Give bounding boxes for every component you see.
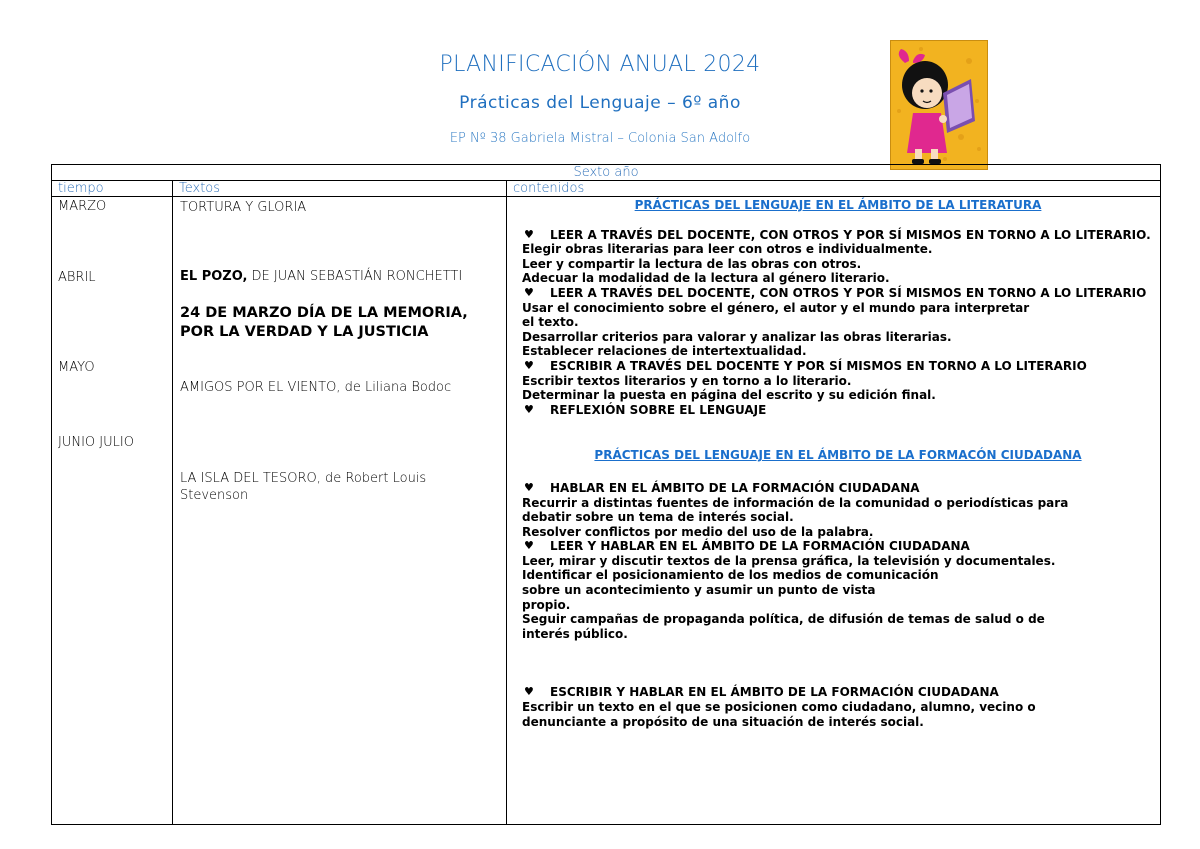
text-la-isla-del-tesoro: LA ISLA DEL TESORO, de Robert Louis Stevenson [180, 471, 427, 503]
page-subtitle: Prácticas del Lenguaje – 6º año [459, 93, 741, 113]
text-24-de-marzo: 24 DE MARZO DÍA DE LA MEMORIA, POR LA VERDAD Y LA JUSTICIA [180, 305, 468, 340]
content-line: Establecer relaciones de intertextualidad. [522, 344, 807, 359]
bullet-item: ♥ LEER A TRAVÉS DEL DOCENTE, CON OTROS Y POR SÍ MISMOS EN TORNO A LO LITERARIO [524, 285, 1147, 300]
tiempo-cell [52, 197, 173, 825]
page-title: PLANIFICACIÓN ANUAL 2024 [439, 52, 761, 77]
content-line: Elegir obras literarias para leer con otros e individualmente. [522, 242, 933, 257]
content-line: Escribir textos literarios y en torno a lo literario. [522, 373, 852, 388]
column-header-contenidos: contenidos [507, 181, 1161, 197]
bullet-item: ♥ REFLEXIÓN SOBRE EL LENGUAJE [524, 402, 767, 417]
mafalda-reading-illustration [890, 40, 988, 170]
content-line: Seguir campañas de propaganda política, de difusión de temas de salud o de [522, 612, 1045, 627]
content-line: Escribir un texto en el que se posicionen como ciudadano, alumno, vecino o [522, 700, 1036, 715]
column-header-tiempo: tiempo [52, 181, 173, 197]
month-junio-julio: JUNIO JULIO [58, 435, 134, 450]
month-mayo: MAYO [58, 360, 95, 375]
heart-bullet-icon: ♥ [524, 480, 534, 494]
month-abril: ABRIL [58, 270, 96, 285]
content-line: Usar el conocimiento sobre el género, el autor y el mundo para interpretar [522, 300, 1030, 315]
bullet-item: ♥ LEER Y HABLAR EN EL ÁMBITO DE LA FORMACIÓN CIUDADANA [524, 539, 970, 554]
bullet-item: ♥ HABLAR EN EL ÁMBITO DE LA FORMACIÓN CIUDADANA [524, 480, 920, 495]
content-line: propio. [522, 597, 571, 612]
content-line: Leer y compartir la lectura de las obras con otros. [522, 256, 862, 271]
content-line: Adecuar la modalidad de la lectura al género literario. [522, 271, 890, 286]
content-line: interés público. [522, 626, 628, 641]
bullet-item: ♥ ESCRIBIR Y HABLAR EN EL ÁMBITO DE LA FORMACIÓN CIUDADANA [524, 685, 999, 700]
section-heading-formacion-ciudadana: PRÁCTICAS DEL LENGUAJE EN EL ÁMBITO DE LA FORMACÓN CIUDADANA [594, 448, 1082, 463]
table-caption: Sexto año [52, 165, 1161, 181]
section-heading-literatura: PRÁCTICAS DEL LENGUAJE EN EL ÁMBITO DE LA LITERATURA [634, 198, 1042, 212]
heart-bullet-icon: ♥ [524, 227, 534, 241]
heart-bullet-icon: ♥ [524, 402, 534, 416]
heart-bullet-icon: ♥ [524, 539, 534, 553]
content-line: Resolver conflictos por medio del uso de la palabra. [522, 524, 874, 539]
content-line: Desarrollar criterios para valorar y analizar las obras literarias. [522, 329, 952, 344]
text-el-pozo-title: EL POZO, [180, 269, 248, 284]
text-amigos-por-el-viento: AMIGOS POR EL VIENTO, de Liliana Bodoc [180, 380, 452, 395]
content-line: Leer, mirar y discutir textos de la prensa gráfica, la televisión y documentales. [522, 553, 1056, 568]
bullet-item: ♥ LEER A TRAVÉS DEL DOCENTE, CON OTROS Y POR SÍ MISMOS EN TORNO A LO LITERARIO. [524, 227, 1151, 242]
text-el-pozo-author: DE JUAN SEBASTIÁN RONCHETTI [247, 269, 463, 284]
content-line: Identificar el posicionamiento de los medios de comunicación [522, 568, 939, 583]
content-line: denunciante a propósito de una situación de interés social. [522, 714, 924, 729]
text-el-pozo [180, 268, 490, 285]
school-name: EP Nº 38 Gabriela Mistral – Colonia San Adolfo [449, 131, 751, 146]
column-header-textos: Textos [173, 181, 507, 197]
content-line: el texto. [522, 315, 579, 330]
content-line: Determinar la puesta en página del escrito y su edición final. [522, 388, 936, 403]
textos-cell [173, 197, 507, 825]
month-marzo: MARZO [58, 199, 107, 214]
bullet-item: ♥ ESCRIBIR A TRAVÉS DEL DOCENTE Y POR SÍ MISMOS EN TORNO A LO LITERARIO [524, 358, 1087, 373]
planning-table [51, 164, 1161, 825]
content-line: Recurrir a distintas fuentes de información de la comunidad o periodísticas para [522, 495, 1069, 510]
heart-bullet-icon: ♥ [524, 685, 534, 699]
contenidos-cell [507, 197, 1161, 825]
content-line: debatir sobre un tema de interés social. [522, 510, 794, 525]
text-tortura-y-gloria: TORTURA Y GLORIA [180, 200, 307, 215]
heart-bullet-icon: ♥ [524, 358, 534, 372]
heart-bullet-icon: ♥ [524, 285, 534, 299]
content-line: sobre un acontecimiento y asumir un punto de vista [522, 583, 876, 598]
